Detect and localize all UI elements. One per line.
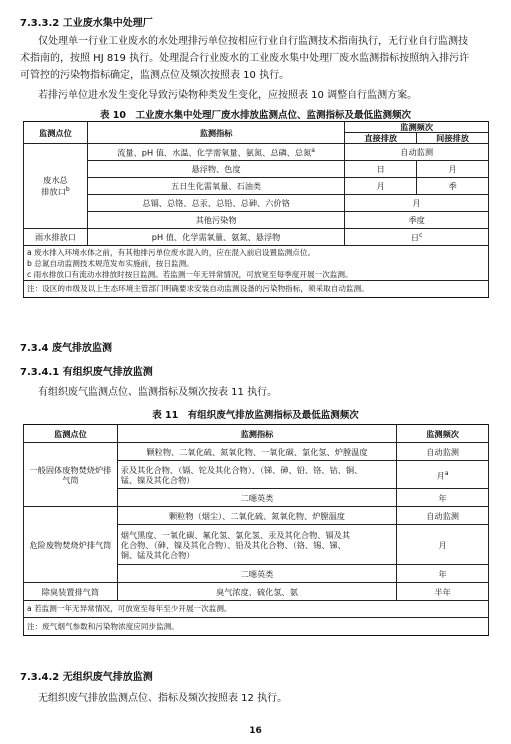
t10-r3-indirect: 季 bbox=[417, 178, 489, 195]
t10-r2-index: 悬浮物、色度 bbox=[87, 161, 344, 178]
t10-r5-index: 其他污染物 bbox=[87, 212, 344, 229]
t11-note: 注：废气烟气参数和污染物浓度应同步监测。 bbox=[24, 618, 489, 636]
t11-g2-r3-index: 二噁英类 bbox=[117, 565, 396, 583]
t11-g1-r2-index: 汞及其化合物、（镉、铊及其化合物）、（锑、砷、铅、铬、钴、铜、 锰、镍及其化合物） bbox=[117, 461, 396, 489]
t11-g2-r2-freq: 月 bbox=[397, 525, 489, 565]
t10-point-main: 废水总 排放口$^b$ bbox=[24, 144, 88, 229]
t11-g1-r1-index: 颗粒物、二氧化硫、氮氧化物、一氧化碳、氯化氢、炉膛温度 bbox=[117, 443, 396, 461]
paragraph-1-line-2: 术指南的，按照 HJ 819 执行。处理混合行业废水的工业废水集中处理厂废水监测指标按照纳入排污许 bbox=[20, 53, 470, 64]
t10-r3-index: 五日生化需氧量、石油类 bbox=[87, 178, 344, 195]
t10-r2-indirect: 月 bbox=[417, 161, 489, 178]
t11-g3-index: 臭气浓度、硫化氢、氨 bbox=[117, 583, 396, 601]
t10-r2-direct: 日 bbox=[345, 161, 417, 178]
t11-header-point: 监测点位 bbox=[24, 425, 118, 443]
t11-g1-r3-freq: 年 bbox=[397, 489, 489, 507]
paragraph-4: 无组织废气排放监测点位、指标及频次按照表 12 执行。 bbox=[38, 693, 288, 704]
t11-g1-r1-freq: 自动监测 bbox=[397, 443, 489, 461]
paragraph-1-line-3: 可管控的污染物指标确定，监测点位及频次按照表 10 执行。 bbox=[20, 70, 290, 81]
t11-footnote-a: a 若监测一年无异常情况，可放宽至每年至少开展一次监测。 bbox=[24, 601, 489, 618]
section-heading-7-3-4-2: 7.3.4.2 无组织废气排放监测 bbox=[20, 672, 153, 683]
t10-r6-freq: 日$^c$ bbox=[345, 229, 489, 246]
t10-note: 注：设区的市级及以上生态环境主管部门明确要求安装自动监测设备的污染物指标，须采取自动监测。 bbox=[24, 281, 489, 298]
t10-header-index: 监测指标 bbox=[87, 122, 344, 144]
t11-header-index: 监测指标 bbox=[117, 425, 396, 443]
t11-g2-r1-index: 颗粒物（烟尘）、二氧化硫、氮氧化物、炉膛温度 bbox=[117, 507, 396, 525]
t10-r1-index: 流量、pH 值、水温、化学需氧量、氨氮、总磷、总氮$^a$ bbox=[87, 144, 344, 161]
t10-r5-freq: 季度 bbox=[345, 212, 489, 229]
t10-footnotes: a 废水排入环境水体之前，有其他排污单位废水混入的，应在混入前启设置监测点位。 b 总氮自动监测技术规范发布实施前，按日监测。 c 雨水排放口有流动水排放时按日监测。若监测一年无异常情况，可放宽至每季度开展一次监测。 bbox=[24, 246, 489, 281]
table-10 bbox=[23, 121, 489, 298]
t11-g3-freq: 半年 bbox=[397, 583, 489, 601]
section-heading-7-3-4-1: 7.3.4.1 有组织废气排放监测 bbox=[20, 367, 153, 378]
t11-header-freq: 监测频次 bbox=[397, 425, 489, 443]
paragraph-1-line-1: 仅处理单一行业工业废水的水处理排污单位按相应行业自行监测技术指南执行，无行业自行监测技 bbox=[38, 36, 468, 47]
t11-g3-point: 除臭装置排气筒 bbox=[24, 583, 118, 601]
table-10-caption: 表 10 工业废水集中处理厂废水排放监测点位、监测指标及最低监测频次 bbox=[99, 110, 412, 121]
t11-g2-r1-freq: 自动监测 bbox=[397, 507, 489, 525]
t10-r6-point: 雨水排放口 bbox=[24, 229, 88, 246]
t11-g1-r3-index: 二噁英类 bbox=[117, 489, 396, 507]
t10-r6-index: pH 值、化学需氧量、氨氮、悬浮物 bbox=[87, 229, 344, 246]
t10-r1-freq: 自动监测 bbox=[345, 144, 489, 161]
section-heading-7-3-3-2: 7.3.3.2 工业废水集中处理厂 bbox=[20, 18, 153, 29]
t10-r4-freq: 月 bbox=[345, 195, 489, 212]
page-number: 16 bbox=[249, 726, 262, 736]
paragraph-3: 有组织废气监测点位、监测指标及频次按表 11 执行。 bbox=[38, 387, 278, 398]
t11-g2-r3-freq: 年 bbox=[397, 565, 489, 583]
t10-header-indirect: 间接排放 bbox=[417, 133, 489, 144]
table-11-caption: 表 11 有组织废气排放监测指标及最低监测频次 bbox=[152, 410, 359, 421]
t10-header-point: 监测点位 bbox=[24, 122, 88, 144]
t10-r4-index: 总镉、总铬、总汞、总铅、总砷、六价铬 bbox=[87, 195, 344, 212]
t10-header-freq: 监测频次 bbox=[345, 122, 489, 133]
t11-g2-r2-index: 烟气黑度、一氧化碳、氟化氢、氯化氢、汞及其化合物、镉及其 化合物、（砷、镍及其化合物）、铅及其化合物、（铬、锡、锑、 铜、锰及其化合物） bbox=[117, 525, 396, 565]
t11-g1-point: 一般固体废物焚烧炉排 气筒 bbox=[24, 443, 118, 507]
t11-g2-point: 危险废物焚烧炉排气筒 bbox=[24, 507, 118, 583]
section-heading-7-3-4: 7.3.4 废气排放监测 bbox=[20, 343, 112, 354]
t11-g1-r2-freq: 月$^a$ bbox=[397, 461, 489, 489]
t10-header-direct: 直接排放 bbox=[345, 133, 417, 144]
table-11 bbox=[23, 424, 489, 636]
paragraph-2: 若排污单位进水发生变化导致污染物种类发生变化，应按照表 10 调整自行监测方案。 bbox=[38, 90, 418, 101]
t10-r3-direct: 月 bbox=[345, 178, 417, 195]
